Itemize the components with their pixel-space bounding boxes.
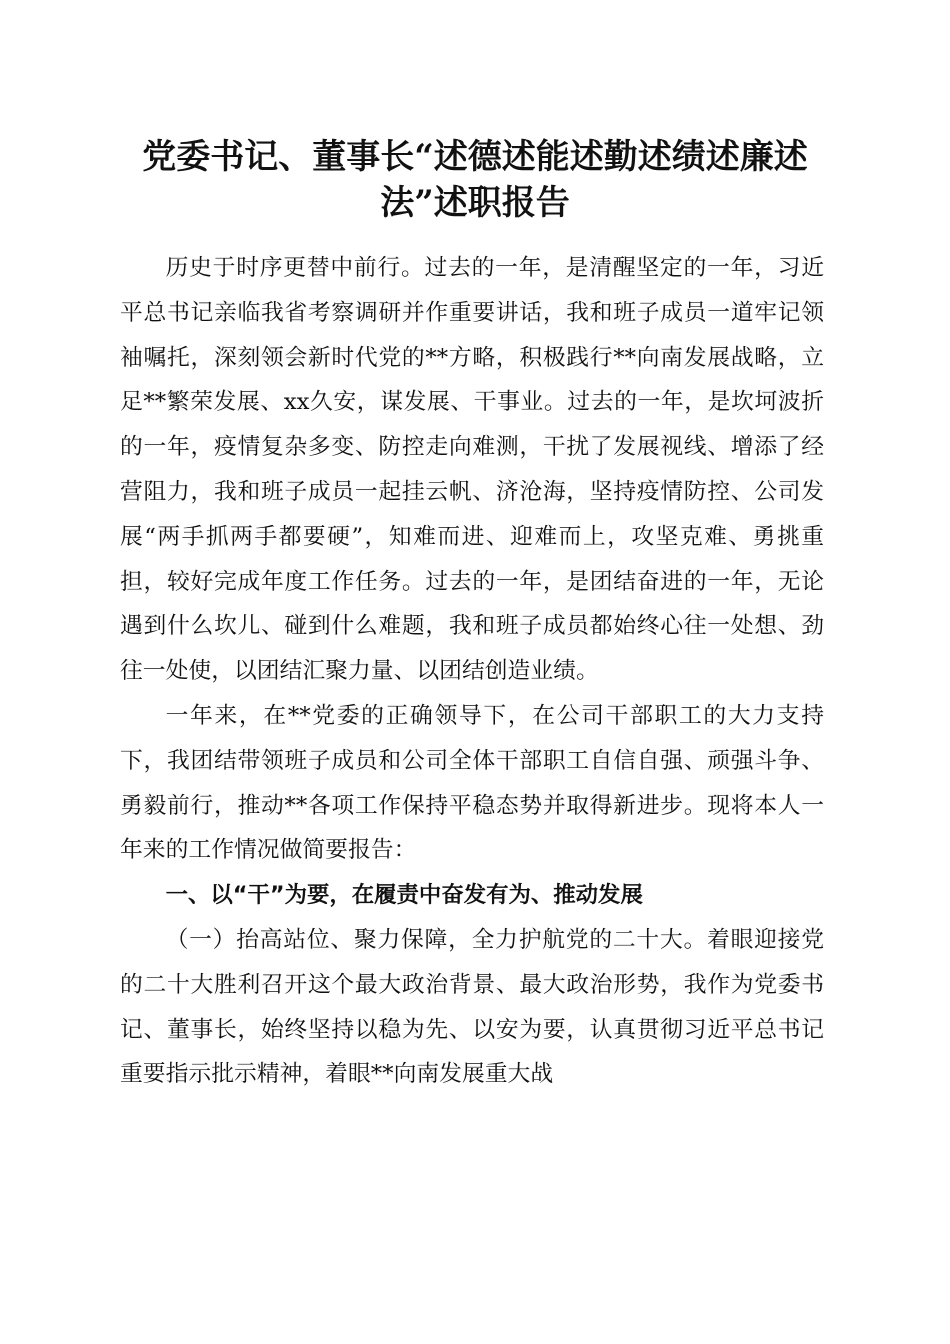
section-heading: 一、以“干”为要，在履责中奋发有为、推动发展 [165, 882, 643, 909]
paragraph-summary: 一年来，在**党委的正确领导下，在公司干部职工的大力支持下，我团结带领班子成员和公司全体干部职工自信自强、顽强斗争、勇毅前行，推动**各项工作保持平稳态势并取得新进步。现将本人一年来的工作情况做简要报告： [120, 702, 824, 864]
section-paragraph: （一）抬高站位、聚力保障，全力护航党的二十大。着眼迎接党的二十大胜利召开这个最大政治背景、最大政治形势，我作为党委书记、董事长，始终坚持以稳为先、以安为要，认真贯彻习近平总书记重要指示批示精神，着眼**向南发展重大战 [120, 926, 824, 1088]
paragraph-intro: 历史于时序更替中前行。过去的一年，是清醒坚定的一年，习近平总书记亲临我省考察调研并作重要讲话，我和班子成员一道牢记领袖嘱托，深刻领会新时代党的**方略，积极践行**向南发展战略，立足**繁荣发展、xx久安，谋发展、干事业。过去的一年，是坎坷波折的一年，疫情复杂多变、防控走向难测，干扰了发展视线、增添了经营阻力，我和班子成员一起挂云帆、济沧海，坚持疫情防控、公司发展“两手抓两手都要硬”，知难而进、迎难而上，攻坚克难、勇挑重担，较好完成年度工作任务。过去的一年，是团结奋进的一年，无论遇到什么坎儿、碰到什么难题，我和班子成员都始终心往一处想、劲往一处使，以团结汇聚力量、以团结创造业绩。 [120, 255, 824, 685]
document-body [120, 246, 824, 1097]
document-title: 党委书记、董事长“述德述能述勤述绩述廉述法”述职报告 [142, 137, 808, 223]
